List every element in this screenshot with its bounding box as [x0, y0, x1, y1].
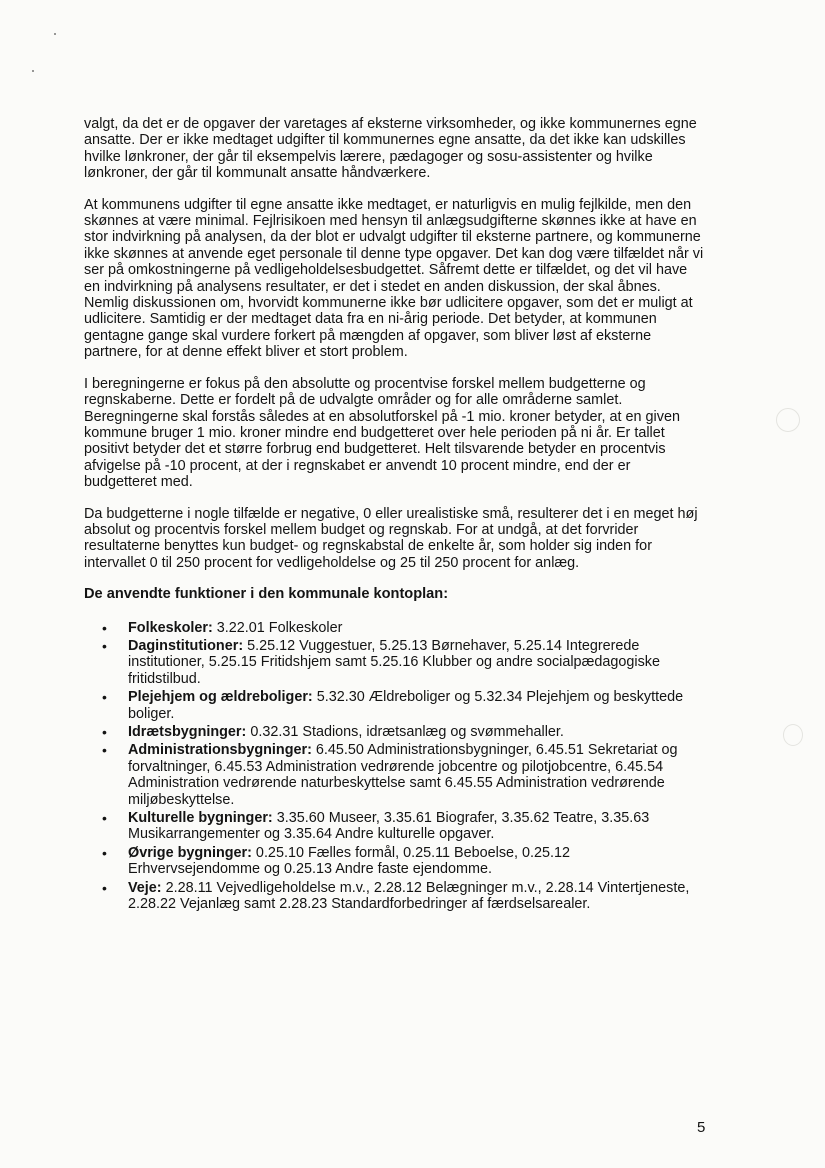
list-item-text: 5.32.30 Ældreboliger og 5.32.34 Plejehjem og beskyttede boliger.: [128, 689, 684, 722]
list-item-text: 2.28.11 Vejvedligeholdelse m.v., 2.28.12 Belægninger m.v., 2.28.14 Vintertjeneste, 2.28.22 Vejanlæg samt 2.28.23 Standardforbedringer af færdselsarealer.: [128, 879, 690, 913]
scan-speck: [32, 70, 34, 72]
section-heading: De anvendte funktioner i den kommunale kontoplan:: [84, 586, 449, 603]
list-item: [102, 619, 704, 636]
bullet-icon: •: [102, 810, 107, 827]
list-item-text: 6.45.50 Administrationsbygninger, 6.45.51 Sekretariat og forvaltninger, 6.45.53 Administration vedrørende jobcentre og pilotjobcentre, 6.45.54 Administration vedrørende naturbeskyttelse samt 6.45.55 Administration vedrørende miljøbeskyttelse.: [128, 742, 678, 808]
paragraph-3: I beregningerne er fokus på den absolutte og procentvise forskel mellem budgetterne og regnskaberne. Dette er fordelt på de udvalgte områder og for alle områderne samlet. Beregningerne skal forstås således at en absolutforskel på -1 mio. kroner betyder, at en given kommune bruger 1 mio. kroner mindre end budgetteret over hele perioden på ni år. Er tallet positivt betyder det et større forbrug end budgetteret. Helt tilsvarende betyder en procentvis afvigelse på -10 procent, at der i regnskabet er anvendt 10 procent mindre, end der er budgetteret med.: [84, 375, 680, 491]
scan-speck: [54, 33, 56, 35]
paragraph-2: At kommunens udgifter til egne ansatte ikke medtaget, er naturligvis en mulig fejlkilde, men den skønnes at være minimal. Fejlrisikoen med hensyn til anlægsudgifterne skønnes ikke at have en stor indvirkning på analysen, da der blot er udvalgt udgifter til eksterne partnere, og kommunerne ikke skønnes at anvende eget personale til denne type opgaver. Det kan dog være tilfældet når vi ser på omkostningerne på vedligeholdelsesbudgettet. Såfremt dette er tilfældet, og det vil have en indvirkning på analysens resultater, er det i stedet en anden diskussion, der skal åbnes. Nemlig diskussionen om, hvorvidt kommunerne ikke bør udlicitere opgaver, som det er muligt at udlicitere. Samtidig er der medtaget data fra en ni-årig periode. Det betyder, at kommunen gentagne gange skal vurdere forkert på mængden af opgaver, som bliver løst af eksterne partnere, for at denne effekt bliver et stort problem.: [84, 196, 704, 361]
page-number: 5: [697, 1119, 706, 1136]
list-item-term: Plejehjem og ældreboliger:: [128, 689, 313, 706]
list-item-text: 0.32.31 Stadions, idrætsanlæg og svømmehaller.: [246, 724, 564, 740]
scan-smudge: [783, 724, 803, 746]
list-item-term: Folkeskoler:: [128, 619, 213, 636]
list-item-term: Veje:: [128, 879, 162, 896]
list-item-text: 3.35.60 Museer, 3.35.61 Biografer, 3.35.62 Teatre, 3.35.63 Musikarrangementer og 3.35.64 Andre kulturelle opgaver.: [128, 810, 650, 843]
list-item-term: Daginstitutioner:: [128, 637, 244, 654]
bullet-icon: •: [102, 742, 107, 759]
scan-smudge: [776, 408, 800, 432]
document-body: [84, 116, 704, 914]
bullet-icon: •: [102, 724, 107, 740]
list-item: [102, 844, 704, 878]
bullet-icon: •: [102, 619, 107, 636]
list-item-text: 3.22.01 Folkeskoler: [212, 619, 343, 636]
list-item-term: Idrætsbygninger:: [128, 724, 247, 740]
list-item: [102, 879, 704, 913]
paragraph-1: valgt, da det er de opgaver der varetages af eksterne virksomheder, og ikke kommunernes egne ansatte. Der er ikke medtaget udgifter til kommunernes egne ansatte, da det ikke kan udskilles hvilke lønkroner, der går til eksempelvis lærere, pædagoger og sosu-assistenter og hvilke lønkroner, der går til kommunalt ansatte håndværkere.: [84, 116, 697, 182]
list-item: [102, 724, 704, 740]
list-item: [102, 742, 704, 808]
list-item-text: 0.25.10 Fælles formål, 0.25.11 Beboelse, 0.25.12 Erhvervsejendomme og 0.25.13 Andre faste ejendomme.: [128, 844, 571, 878]
list-item: [102, 689, 704, 722]
list-item-text: 5.25.12 Vuggestuer, 5.25.13 Børnehaver, 5.25.14 Integrerede institutioner, 5.25.15 Fritidshjem samt 5.25.16 Klubber og andre socialpædagogiske fritidstilbud.: [128, 637, 660, 687]
bullet-icon: •: [102, 844, 107, 861]
list-item-term: Kulturelle bygninger:: [128, 810, 273, 827]
list-item: [102, 810, 704, 843]
bullet-icon: •: [102, 879, 107, 896]
bullet-icon: •: [102, 689, 107, 706]
list-item-term: Øvrige bygninger:: [128, 844, 252, 861]
bullet-icon: •: [102, 637, 107, 654]
list-item: [102, 637, 704, 687]
list-item-term: Administrationsbygninger:: [128, 742, 312, 759]
function-list: [84, 620, 704, 913]
paragraph-4: Da budgetterne i nogle tilfælde er negative, 0 eller urealistiske små, resulterer det i en meget høj absolut og procentvis forskel mellem budget og regnskab. For at undgå, at det forvrider resultaterne benyttes kun budget- og regnskabstal de enkelte år, som holder sig inden for intervallet 0 til 250 procent for vedligeholdelse og 25 til 250 procent for anlæg.: [84, 505, 698, 571]
